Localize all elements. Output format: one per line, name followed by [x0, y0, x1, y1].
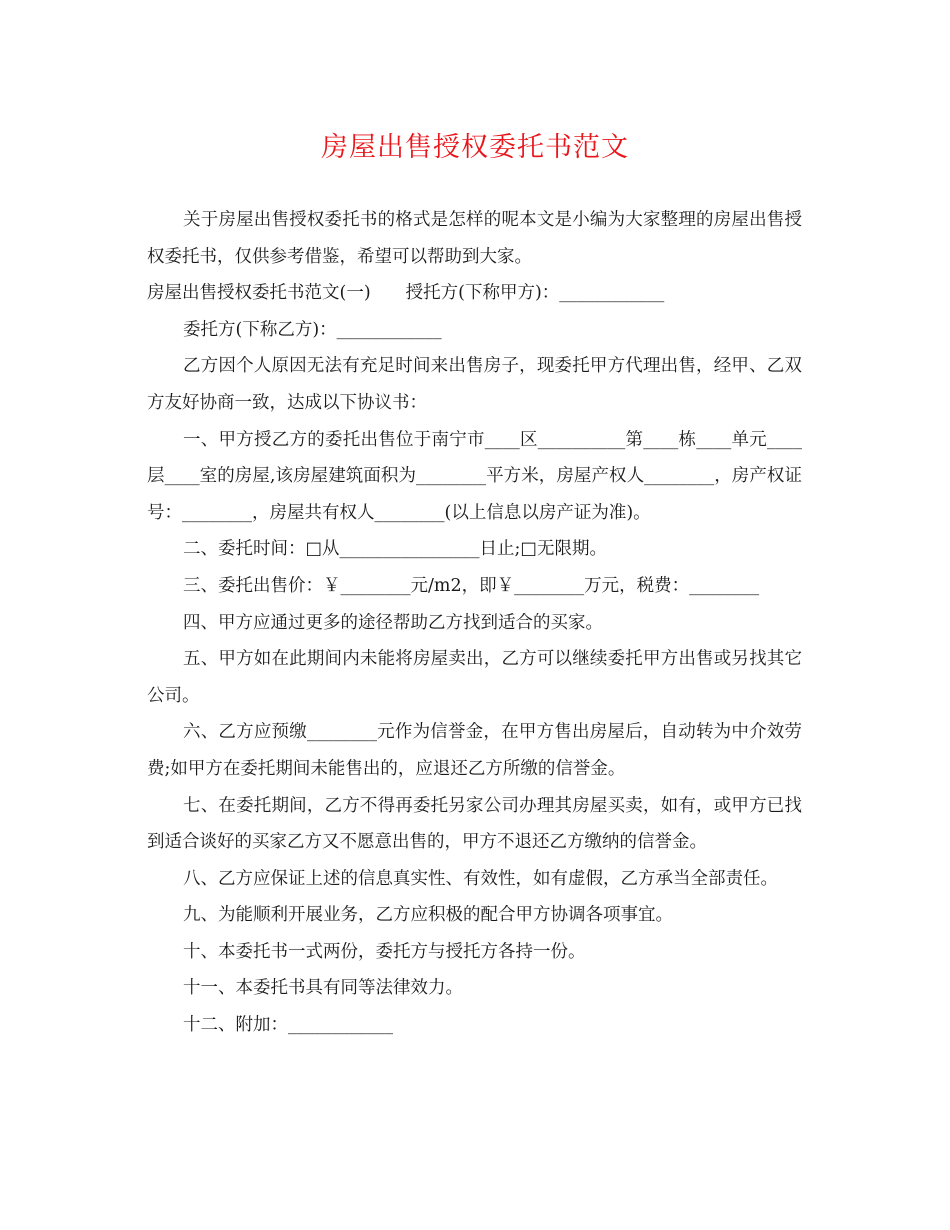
document-title: 房屋出售授权委托书范文 — [321, 132, 629, 163]
clause-8: 八、乙方应保证上述的信息真实性、有效性，如有虚假，乙方承当全部责任。 — [183, 868, 778, 889]
clause-10: 十、本委托书一式两份，委托方与授托方各持一份。 — [183, 941, 586, 962]
sample-heading-line: 房屋出售授权委托书范文(一) 授托方(下称甲方)：____________ — [147, 283, 665, 304]
clause-9: 九、为能顺利开展业务，乙方应积极的配合甲方协调各项事宜。 — [183, 905, 673, 926]
preamble-paragraph: 乙方因个人原因无法有充足时间来出售房子，现委托甲方代理出售，经甲、乙双方友好协商一致，达成以下协议书： — [147, 356, 802, 413]
clause-7: 七、在委托期间，乙方不得再委托另家公司办理其房屋买卖，如有，或甲方已找到适合谈好的买家乙方又不愿意出售的，甲方不退还乙方缴纳的信誉金。 — [147, 795, 802, 853]
clause-6: 六、乙方应预缴________元作为信誉金，在甲方售出房屋后，自动转为中介效劳费;如甲方在委托期间未能售出的，应退还乙方所缴的信誉金。 — [147, 722, 802, 779]
clause-1: 一、甲方授乙方的委托出售位于南宁市____区__________第____栋____单元____层____室的房屋,该房屋建筑面积为________平方米，房屋产权人________，房产权证号：________，房屋共有权人________(以上信息以房产证为准)。 — [147, 429, 802, 523]
principal-line: 委托方(下称乙方)：____________ — [183, 319, 442, 340]
intro-paragraph: 关于房屋出售授权委托书的格式是怎样的呢本文是小编为大家整理的房屋出售授权委托书，仅供参考借鉴，希望可以帮助到大家。 — [147, 210, 802, 267]
clause-5: 五、甲方如在此期间内未能将房屋卖出，乙方可以继续委托甲方出售或另找其它公司。 — [147, 649, 802, 706]
clause-4: 四、甲方应通过更多的途径帮助乙方找到适合的买家。 — [183, 612, 603, 633]
clause-11: 十一、本委托书具有同等法律效力。 — [183, 978, 463, 999]
clause-2: 二、委托时间：□从________________日止;□无限期。 — [183, 539, 607, 560]
clause-3: 三、委托出售价：￥________元/m2，即￥________万元，税费：________ — [183, 575, 760, 596]
clause-12: 十二、附加：____________ — [183, 1015, 393, 1036]
document-body — [147, 202, 802, 1044]
